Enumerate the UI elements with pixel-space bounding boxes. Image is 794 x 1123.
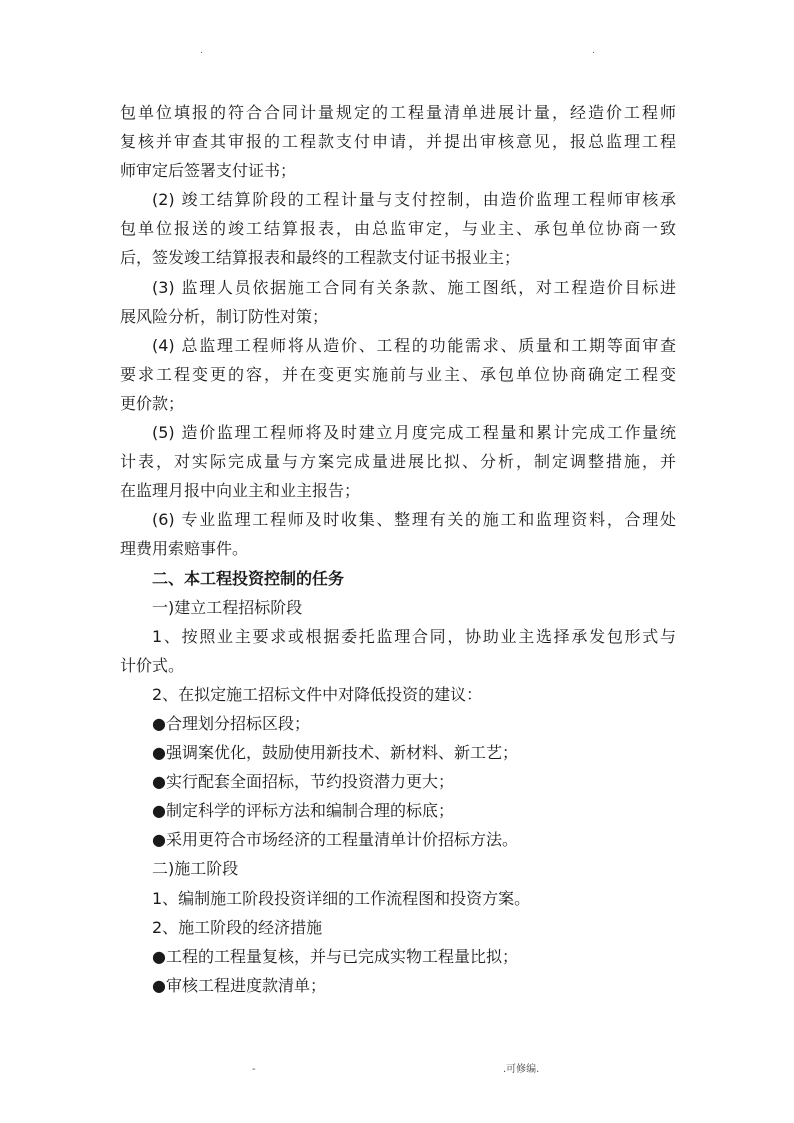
text-line: 1、按照业主要求或根据委托监理合同，协助业主选择承发包形式与 — [152, 626, 676, 646]
text-line: 一)建立工程招标阶段 — [152, 597, 303, 617]
header-left-mark: . — [200, 46, 203, 56]
text-line: ●审核工程进度款清单； — [152, 975, 326, 995]
text-line: 包单位报送的竣工结算报表，由总监审定，与业主、承包单位协商一致 — [120, 219, 676, 239]
footer-left-mark: - — [252, 1064, 256, 1075]
text-line: (5) 造价监理工程师将及时建立月度完成工程量和累计完成工作量统 — [152, 423, 676, 443]
text-line: 1、编制施工阶段投资详细的工作流程图和投资方案。 — [152, 888, 531, 908]
text-line: 更价款； — [120, 393, 185, 413]
text-line: (4) 总监理工程师将从造价、工程的功能需求、质量和工期等面审查 — [152, 335, 676, 355]
text-line: ●合理划分招标区段； — [152, 713, 310, 733]
text-line: ●实行配套全面招标，节约投资潜力更大； — [152, 772, 454, 792]
document-body — [120, 98, 676, 1000]
text-line: 复核并审查其审报的工程款支付申请，并提出审核意见，报总监理工程 — [120, 132, 676, 152]
section-heading: 二、本工程投资控制的任务 — [152, 568, 345, 588]
text-line: (6) 专业监理工程师及时收集、整理有关的施工和监理资料，合理处 — [152, 510, 676, 530]
text-line: ●强调案优化，鼓励使用新技术、新材料、新工艺； — [152, 743, 518, 763]
text-line: 理费用索赔事件。 — [120, 539, 249, 559]
text-line: 包单位填报的符合合同计量规定的工程量清单进展计量，经造价工程师 — [120, 103, 676, 122]
text-line: 计表，对实际完成量与方案完成量进展比拟、分析，制定调整措施，并 — [120, 452, 676, 472]
text-line: 计价式。 — [120, 655, 185, 675]
text-line: 展风险分析，制订防性对策； — [120, 306, 329, 326]
text-line: 后，签发竣工结算报表和最终的工程款支付证书报业主； — [120, 248, 521, 268]
text-line: 师审定后签署支付证书； — [120, 161, 297, 181]
text-line: ●工程的工程量复核，并与已完成实物工程量比拟； — [152, 946, 518, 966]
header-right-mark: . — [592, 46, 595, 56]
text-line: 在监理月报中向业主和业主报告； — [120, 481, 361, 501]
text-line: (3) 监理人员依据施工合同有关条款、施工图纸，对工程造价目标进 — [152, 277, 676, 297]
text-line: 二)施工阶段 — [152, 859, 239, 879]
text-line: 2、施工阶段的经济措施 — [152, 917, 323, 937]
text-line: ●采用更符合市场经济的工程量清单计价招标方法。 — [152, 830, 518, 850]
text-line: (2) 竣工结算阶段的工程计量与支付控制，由造价监理工程师审核承 — [152, 190, 676, 210]
footer-right-mark: .可修编. — [503, 1064, 540, 1075]
text-line: 2、在拟定施工招标文件中对降低投资的建议： — [152, 684, 483, 704]
text-line: ●制定科学的评标方法和编制合理的标底； — [152, 801, 454, 821]
text-line: 要求工程变更的容，并在变更实施前与业主、承包单位协商确定工程变 — [120, 364, 676, 384]
